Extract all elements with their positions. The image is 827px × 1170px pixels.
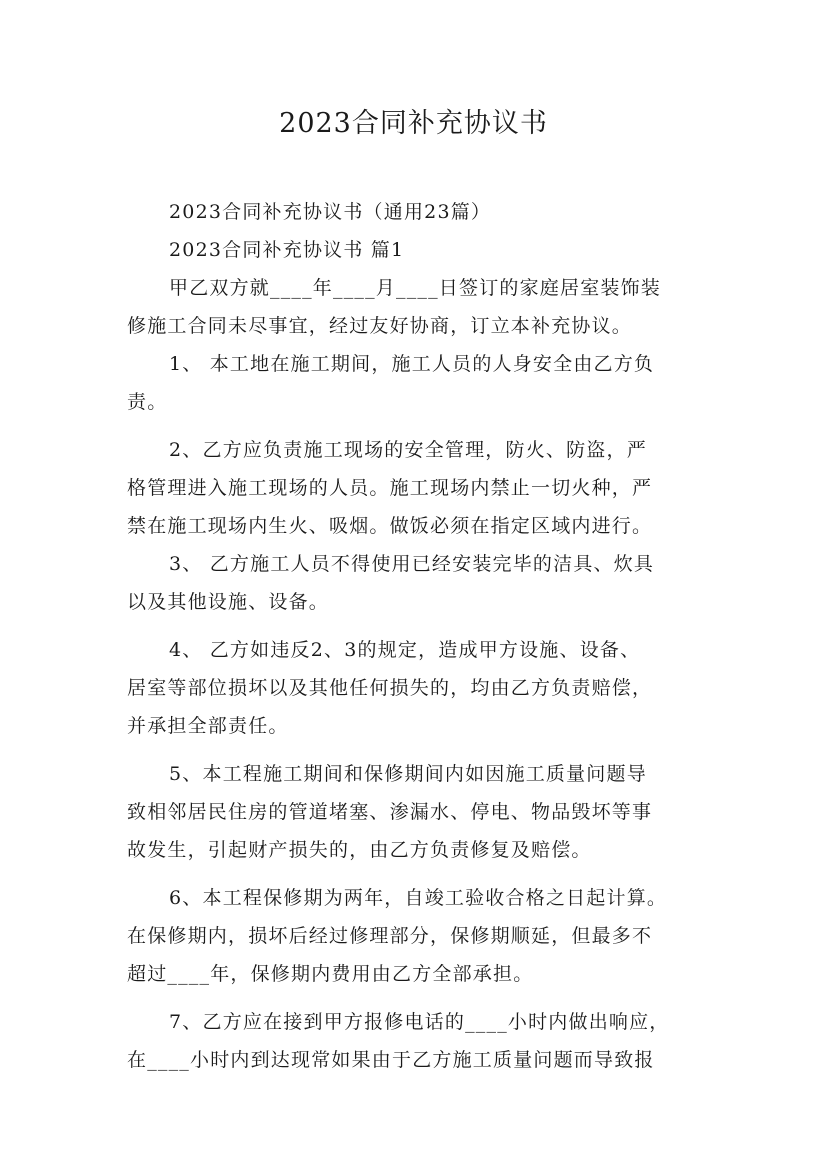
document-title: 2023合同补充协议书 <box>279 108 548 139</box>
text-line: 2023合同补充协议书 篇1 <box>169 239 405 261</box>
text-line: 责。 <box>127 391 168 413</box>
text-line: 在____小时内到达现常如果由于乙方施工质量问题而导致报 <box>127 1049 655 1071</box>
text-line: 甲乙双方就____年____月____日签订的家庭居室装饰装 <box>169 277 662 299</box>
paragraph-gap <box>127 621 717 631</box>
paragraph-gap <box>127 421 717 431</box>
text-line: 居室等部位损坏以及其他任何损失的，均由乙方负责赔偿， <box>127 677 653 699</box>
text-line: 格管理进入施工现场的人员。施工现场内禁止一切火种，严 <box>127 477 653 499</box>
text-line: 并承担全部责任。 <box>127 715 289 737</box>
text-line: 超过____年，保修期内费用由乙方全部承担。 <box>127 963 534 985</box>
text-line: 2、乙方应负责施工现场的安全管理，防火、防盗，严 <box>169 439 647 461</box>
text-line: 3、 乙方施工人员不得使用已经安装完毕的洁具、炊具 <box>169 553 655 575</box>
text-line: 7、乙方应在接到甲方报修电话的____小时内做出响应， <box>169 1011 670 1033</box>
text-line: 在保修期内，损坏后经过修理部分，保修期顺延，但最多不 <box>127 925 653 947</box>
text-line: 以及其他设施、设备。 <box>127 591 330 613</box>
paragraph-gap <box>127 745 717 755</box>
paragraph-gap <box>127 869 717 879</box>
text-line: 禁在施工现场内生火、吸烟。做饭必须在指定区域内进行。 <box>127 515 653 537</box>
text-line: 6、本工程保修期为两年，自竣工验收合格之日起计算。 <box>169 887 668 909</box>
text-line: 2023合同补充协议书（通用23篇） <box>169 201 492 223</box>
text-line: 致相邻居民住房的管道堵塞、渗漏水、停电、物品毁坏等事 <box>127 801 653 823</box>
paragraph-gap <box>127 993 717 1003</box>
text-line: 修施工合同未尽事宜，经过友好协商，订立本补充协议。 <box>127 315 633 337</box>
text-line: 5、本工程施工期间和保修期间内如因施工质量问题导 <box>169 763 647 785</box>
document-body <box>127 193 717 1079</box>
text-line: 1、 本工地在施工期间，施工人员的人身安全由乙方负 <box>169 353 655 375</box>
text-line: 4、 乙方如违反2、3的规定，造成甲方设施、设备、 <box>169 639 641 661</box>
text-line: 故发生，引起财产损失的，由乙方负责修复及赔偿。 <box>127 839 592 861</box>
